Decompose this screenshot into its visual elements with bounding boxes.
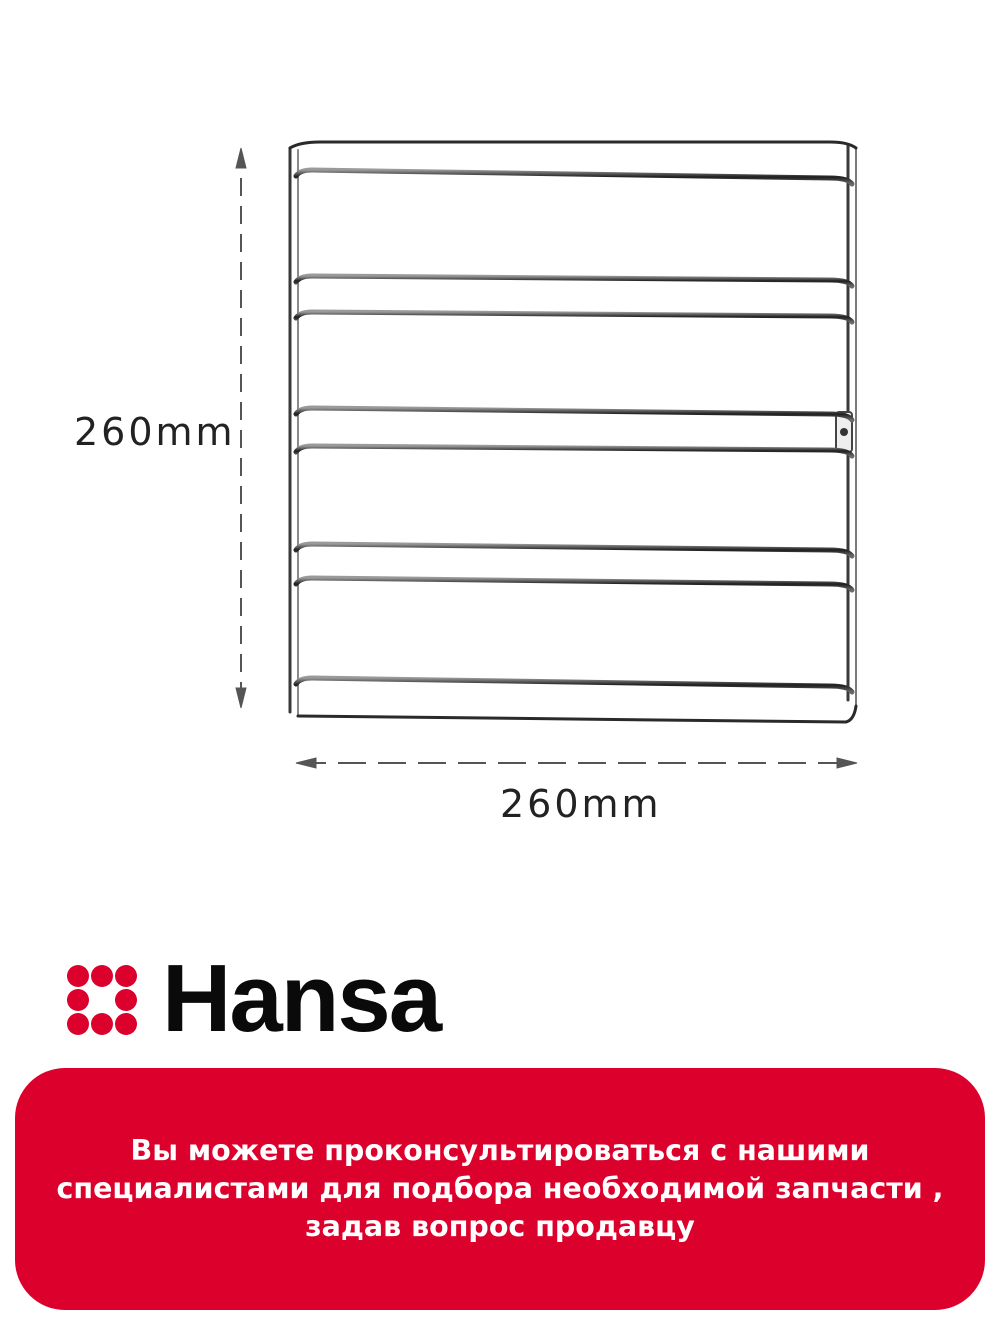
height-dimension-line <box>236 148 246 708</box>
info-line: специалистами для подбора необходимой запчасти , <box>56 1172 944 1205</box>
info-line: Вы можете проконсультироваться с нашими <box>130 1134 870 1167</box>
height-dimension-label: 260mm <box>74 410 236 454</box>
hansa-dots-logo-icon <box>66 964 138 1036</box>
brand-logo <box>66 945 526 1052</box>
rack-frame <box>290 142 856 722</box>
width-dimension-label: 260mm <box>500 782 662 826</box>
rack-rails <box>296 170 852 692</box>
info-banner <box>15 1068 985 1310</box>
info-line: задав вопрос продавцу <box>305 1210 695 1243</box>
info-text <box>50 1132 950 1246</box>
brand-name: Hansa <box>162 945 441 1052</box>
width-dimension-line <box>296 758 857 768</box>
